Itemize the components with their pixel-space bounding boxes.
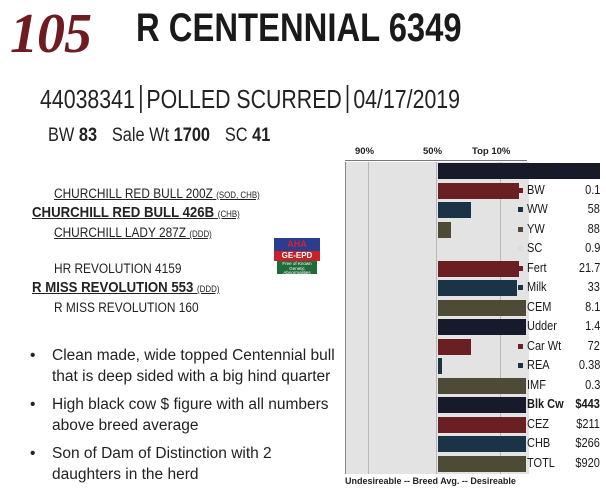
trait-value: 10.8 <box>578 163 600 177</box>
gridline-90 <box>368 162 369 474</box>
trait-label: BW <box>527 182 545 197</box>
plot-area <box>345 162 529 474</box>
chart-marker <box>518 207 523 212</box>
trait-value: 1.4 <box>584 319 600 333</box>
chart-marker <box>518 266 523 271</box>
epd-percentile-chart <box>341 142 606 494</box>
trait-label: CHB <box>527 436 551 450</box>
trait-value: $920 <box>575 455 600 470</box>
chart-marker <box>518 168 523 173</box>
trait-value: 88 <box>587 221 600 236</box>
separator <box>140 85 142 113</box>
chart-marker <box>518 441 523 446</box>
chart-bar-milk <box>438 280 517 296</box>
trait-label: CED <box>527 163 551 177</box>
axis-label-50: 50% <box>423 146 443 157</box>
chart-marker <box>518 246 523 251</box>
sc-value: 41 <box>252 125 271 146</box>
pedigree-sire-dam: CHURCHILL LADY 287Z (DDD) <box>54 225 212 240</box>
sc-label: SC <box>224 125 248 146</box>
trait-label: TOTL <box>527 455 555 470</box>
trait-value: 0.1 <box>584 182 600 197</box>
list-item: • Son of Dam of Distinction with 2 daughters in the herd <box>28 443 338 485</box>
chart-bar-totl <box>438 456 526 472</box>
trait-label: REA <box>527 358 550 372</box>
aha-ge-epd-logo <box>274 238 320 274</box>
chart-marker <box>518 461 523 466</box>
chart-bar-rea <box>438 358 442 374</box>
registration-line <box>40 84 460 115</box>
trait-label: Udder <box>527 319 557 333</box>
trait-value: 0.3 <box>584 377 600 392</box>
axis-line <box>345 160 527 161</box>
trait-value: 72 <box>587 338 600 353</box>
pedigree-sire-sire: CHURCHILL RED BULL 200Z (SOD, CHB) <box>54 186 260 201</box>
chart-marker <box>518 188 523 193</box>
chart-marker <box>518 383 523 388</box>
list-item: • High black cow $ figure with all numbers above breed average <box>28 394 338 436</box>
sale-wt-value: 1700 <box>173 125 211 146</box>
logo-line1: AHA <box>274 238 320 251</box>
chart-marker <box>518 402 523 407</box>
chart-bar-cez <box>438 417 526 433</box>
animal-name: R CENTENNIAL 6349 <box>136 6 462 50</box>
chart-bar-ww <box>438 202 471 218</box>
chart-marker <box>518 285 523 290</box>
trait-value: 33 <box>587 280 600 294</box>
chart-bar-blk-cw <box>438 397 526 413</box>
trait-value: 58 <box>587 202 600 216</box>
bw-value: 83 <box>78 125 98 146</box>
trait-label: Blk Cw <box>527 397 564 411</box>
gridline-50 <box>436 162 437 474</box>
chart-bar-cem <box>438 300 526 316</box>
sale-wt-label: Sale Wt <box>111 125 170 146</box>
trait-value: $266 <box>575 436 600 450</box>
lot-number: 105 <box>10 3 91 65</box>
axis-label-90: 90% <box>355 146 375 157</box>
registration-number: 44038341 <box>40 84 135 114</box>
chart-marker <box>518 344 523 349</box>
chart-marker <box>518 363 523 368</box>
pedigree-dam-dam: R MISS REVOLUTION 160 <box>54 300 199 315</box>
chart-marker <box>518 324 523 329</box>
pedigree-sire: CHURCHILL RED BULL 426B (CHB) <box>32 204 240 221</box>
list-item: • Clean made, wide topped Centennial bull that is deep sided with a big hind quarter <box>28 345 338 387</box>
horn-status: POLLED SCURRED <box>146 84 342 114</box>
pedigree-dam-sire: HR REVOLUTION 4159 <box>54 261 182 276</box>
logo-line3: Free of Known Genetic Abnormalities <box>277 261 317 274</box>
logo-line2: GE-EPD <box>274 251 320 261</box>
chart-bar-bw <box>438 183 519 199</box>
axis-label-top10: Top 10% <box>472 146 511 157</box>
pedigree-dam: R MISS REVOLUTION 553 (DDD) <box>32 279 220 296</box>
trait-label: CEZ <box>527 416 549 431</box>
chart-bar-udder <box>438 319 526 335</box>
chart-footer: Undesireable -- Breed Avg. -- Desireable <box>345 476 516 486</box>
chart-bar-car-wt <box>438 339 471 355</box>
chart-bar-chb <box>438 436 526 452</box>
trait-label: SC <box>527 241 543 255</box>
trait-label: Car Wt <box>527 338 562 353</box>
trait-label: Fert <box>527 260 547 275</box>
trait-label: IMF <box>527 377 546 392</box>
description-list <box>28 345 338 492</box>
trait-label: WW <box>527 202 548 216</box>
birth-date: 04/17/2019 <box>353 84 461 114</box>
trait-value: 0.38 <box>578 358 600 372</box>
separator <box>347 85 349 113</box>
trait-value: 21.7 <box>578 260 600 275</box>
chart-marker <box>518 422 523 427</box>
chart-bar-yw <box>438 222 451 238</box>
chart-marker <box>518 227 523 232</box>
trait-label: Milk <box>527 280 547 294</box>
chart-bar-fert <box>438 261 519 277</box>
trait-value: 0.9 <box>584 241 600 255</box>
trait-label: CEM <box>527 299 552 314</box>
trait-value: $443 <box>575 397 600 411</box>
trait-value: $211 <box>576 416 600 431</box>
chart-marker <box>518 305 523 310</box>
bw-label: BW <box>48 125 75 146</box>
trait-label: YW <box>527 221 545 236</box>
chart-bar-imf <box>438 378 526 394</box>
weight-stats <box>48 125 270 147</box>
trait-value: 8.1 <box>584 299 600 314</box>
